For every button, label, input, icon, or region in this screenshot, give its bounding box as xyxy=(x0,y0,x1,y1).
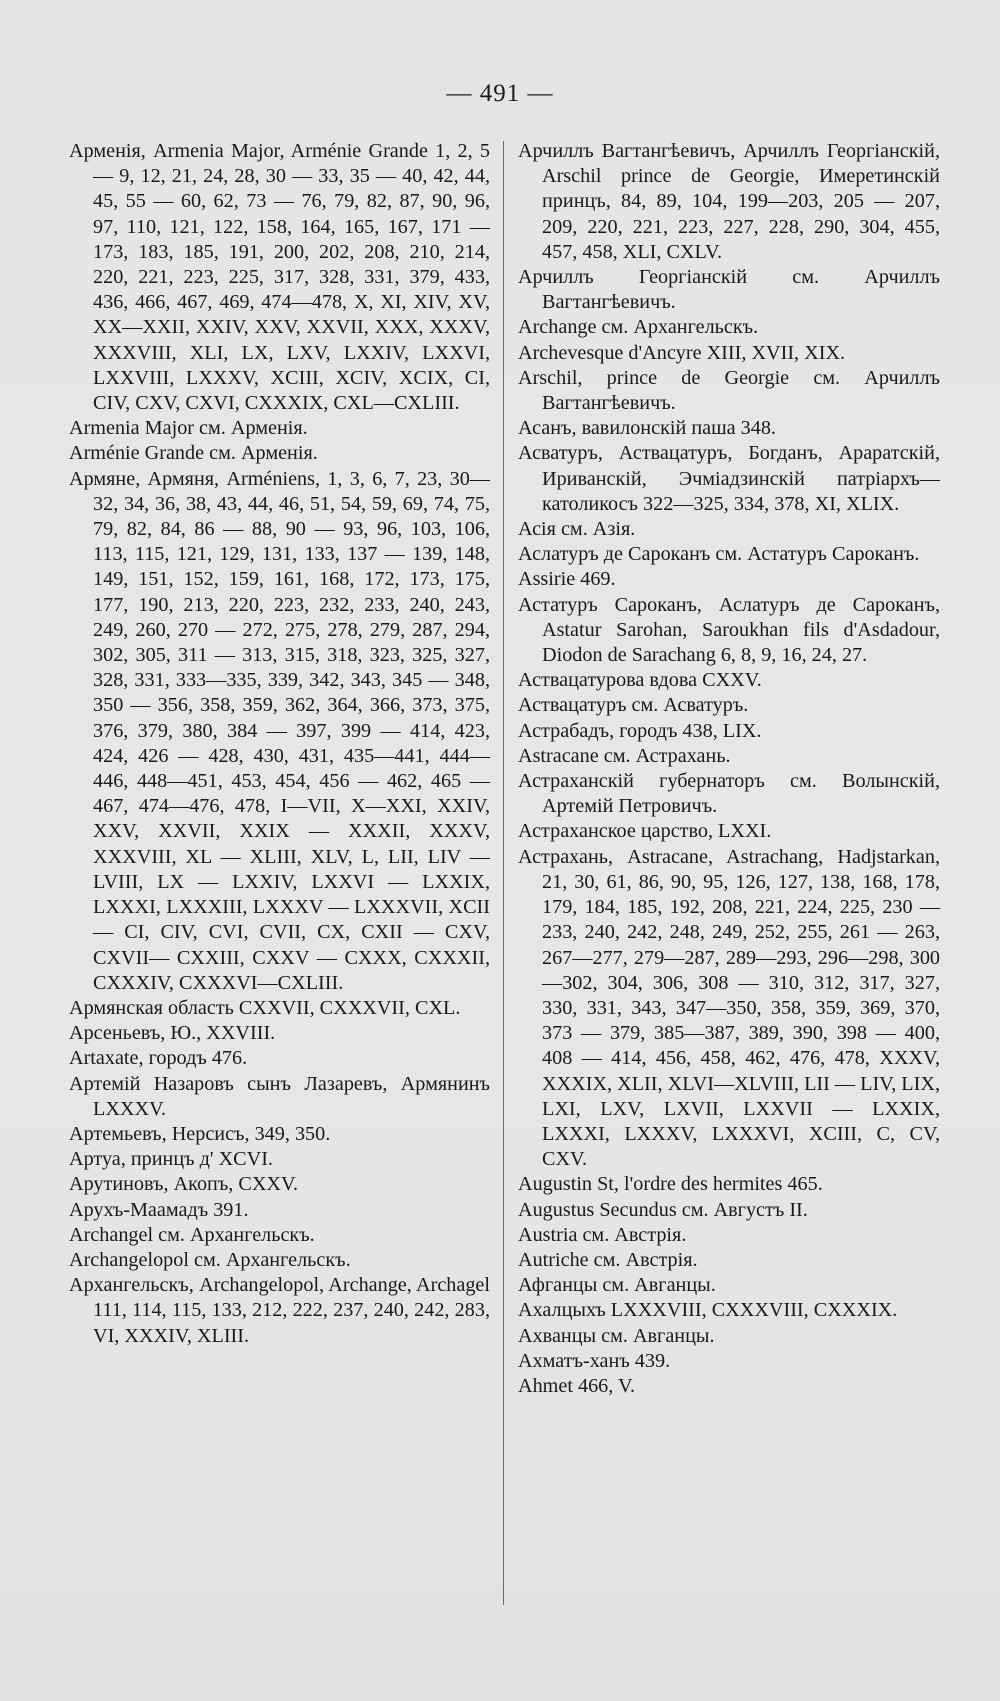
index-entry: Аслатуръ де Сароканъ см. Астатуръ Сароканъ. xyxy=(518,543,920,566)
index-entry: Асія см. Азія. xyxy=(518,518,636,541)
index-entry: Archangel см. Архангельскъ. xyxy=(69,1223,315,1246)
index-entry: Астатуръ Сароканъ, Аслатуръ де Сароканъ, Astatur Sarohan, Saroukhan fils d'Asdadour, Diodon de Sarachang 6, 8, 9, 16, 24, 27. xyxy=(518,593,940,667)
index-entry: Arschil, prince de Georgie см. Арчиллъ Вагтангѣевичъ. xyxy=(518,366,940,415)
index-entry: Аствацатуръ см. Асватуръ. xyxy=(518,694,749,717)
index-entry: Арчиллъ Георгіанскій см. Арчиллъ Вагтангѣевичъ. xyxy=(518,266,940,314)
index-entry: Artaxate, городъ 476. xyxy=(69,1047,248,1070)
index-entry: Астрабадъ, городъ 438, LIX. xyxy=(518,719,762,742)
index-entry: Ахалцыхъ LXXXVIII, CXXXVIII, CXXXIX. xyxy=(518,1299,898,1322)
index-entry: Артемій Назаровъ сынъ Лазаревъ, Армянинъ LXXXV. xyxy=(69,1072,490,1120)
index-entry: Арутиновъ, Акопъ, CXXV. xyxy=(69,1173,299,1196)
index-entry: Асанъ, вавилонскій паша 348. xyxy=(518,417,776,440)
column-divider xyxy=(503,141,504,1605)
index-entry: Archevesque d'Ancyre XIII, XVII, XIX. xyxy=(518,341,846,364)
index-entry: Arménie Grande см. Арменія. xyxy=(69,442,318,465)
index-entry: Астрахань, Astracane, Astrachang, Hadjstarkan, 21, 30, 61, 86, 90, 95, 126, 127, 138, 168, 178, 179, 184, 185, 192, 208, 221, 224, 225, 230 — 233, 240, 242, 248, 249, 252, 255, 261 — 263, 267—277, 279—287, 289—293, 296—298, 300—302, 304, 306, 308 — 310, 312, 317, 327, 330, 331, 343, 347—350, 358, 359, 369, 370, 373 — 379, 385—387, 389, 390, 398 — 400, 408 — 414, 456, 458, 462, 476, 478, XXXV, XXXIX, XLII, XLVI—XLVIII, LII — LIV, LIX, LXI, LXV, LXVII, LXXVII — LXXIX, LXXXI, LXXXV, LXXXVI, XCIII, C, CV, CXV. xyxy=(518,845,940,1171)
index-entry: Арсеньевъ, Ю., XXVIII. xyxy=(69,1022,276,1045)
index-entry: Astracane см. Астрахань. xyxy=(518,744,731,767)
index-entry: Арухъ-Маамадъ 391. xyxy=(69,1198,249,1221)
index-entry: Ахматъ-ханъ 439. xyxy=(518,1349,671,1372)
index-entry: Афганцы см. Авганцы. xyxy=(518,1274,716,1297)
index-entry: Аствацатурова вдова CXXV. xyxy=(518,669,762,692)
page-number: — 491 — xyxy=(446,80,554,107)
index-entry: Асватуръ, Аствацатуръ, Богданъ, Араратскій, Ириванскій, Эчміадзинскій патріархъ—католикосъ 322—325, 334, 378, XI, XLIX. xyxy=(518,442,940,515)
index-entry: Арчиллъ Вагтангѣевичъ, Арчиллъ Георгіанскій, Arschil prince de Georgie, Имеретинскій принцъ, 84, 89, 104, 199—203, 205 — 207, 209, 220, 221, 223, 227, 228, 290, 304, 455, 457, 458, XLI, CXLV. xyxy=(518,140,940,263)
index-entry: Архангельскъ, Archangelopol, Archange, Archagel 111, 114, 115, 133, 212, 222, 237, 240, 242, 283, VI, XXXIV, XLIII. xyxy=(69,1274,490,1347)
index-entry: Armenia Major см. Арменія. xyxy=(69,417,308,440)
index-entry: Армянская область CXXVII, CXXXVII, CXL. xyxy=(69,996,461,1019)
index-entry: Augustus Secundus см. Августъ II. xyxy=(518,1198,808,1221)
index-entry: Арменія, Armenia Major, Arménie Grande 1, 2, 5 — 9, 12, 21, 24, 28, 30 — 33, 35 — 40, 42, 44, 45, 55 — 60, 62, 73 — 76, 79, 82, 87, 90, 96, 97, 110, 121, 122, 158, 164, 165, 167, 171 — 173, 183, 185, 191, 200, 202, 208, 210, 214, 220, 221, 223, 225, 317, 328, 331, 379, 433, 436, 466, 467, 469, 474—478, X, XI, XIV, XV, XX—XXII, XXIV, XXV, XXVII, XXX, XXXV, XXXVIII, XLI, LX, LXV, LXXIV, LXXVI, LXXVIII, LXXXV, XCIII, XCIV, XCIX, CI, CIV, CXV, CXVI, CXXXIX, CXL—CXLIII. xyxy=(69,140,490,415)
index-entry: Austria см. Австрія. xyxy=(518,1223,687,1246)
left-column xyxy=(69,139,490,1349)
index-entry: Астраханское царство, LXXI. xyxy=(518,820,772,843)
index-entry: Артуа, принцъ д' XCVI. xyxy=(69,1148,273,1171)
index-entry: Астраханскій губернаторъ см. Волынскій, Артемій Петровичъ. xyxy=(518,770,940,818)
index-entry: Autriche см. Австрія. xyxy=(518,1248,698,1271)
index-entry: Ahmet 466, V. xyxy=(518,1374,636,1397)
index-entry: Армяне, Армяня, Arméniens, 1, 3, 6, 7, 23, 30—32, 34, 36, 38, 43, 44, 46, 51, 54, 59, 69, 74, 75, 79, 82, 84, 86 — 88, 90 — 93, 96, 103, 106, 113, 115, 121, 129, 131, 133, 137 — 139, 148, 149, 151, 152, 159, 161, 168, 172, 173, 175, 177, 190, 213, 220, 223, 232, 233, 240, 243, 249, 260, 270 — 272, 275, 278, 279, 287, 294, 302, 305, 311 — 313, 315, 318, 323, 325, 327, 328, 331, 333—335, 339, 342, 343, 345 — 348, 350 — 356, 358, 359, 362, 364, 366, 373, 375, 376, 379, 380, 384 — 397, 399 — 414, 423, 424, 426 — 428, 430, 431, 435—441, 444—446, 448—451, 453, 454, 456 — 462, 465 — 467, 474—476, 478, I—VII, X—XXI, XXIV, XXV, XXVII, XXIX — XXXII, XXXV, XXXVIII, XL — XLIII, XLV, L, LII, LIV — LVIII, LX — LXXIV, LXXVI — LXXIX, LXXXI, LXXXIII, LXXXV — LXXXVII, XCII — CI, CIV, CVI, CVII, CX, CXII — CXV, CXVII— CXXIII, CXXV — CXXX, CXXXII, CXXXIV, CXXXVI—CXLIII. xyxy=(69,467,490,994)
index-entry: Артемьевъ, Нерсисъ, 349, 350. xyxy=(69,1122,331,1145)
right-column xyxy=(518,139,940,1399)
index-entry: Ахванцы см. Авганцы. xyxy=(518,1324,715,1347)
index-entry: Archangelopol см. Архангельскъ. xyxy=(69,1248,351,1271)
index-entry: Augustin St, l'ordre des hermites 465. xyxy=(518,1173,823,1196)
index-entry: Assirie 469. xyxy=(518,568,616,591)
index-entry: Archange см. Архангельскъ. xyxy=(518,316,759,339)
